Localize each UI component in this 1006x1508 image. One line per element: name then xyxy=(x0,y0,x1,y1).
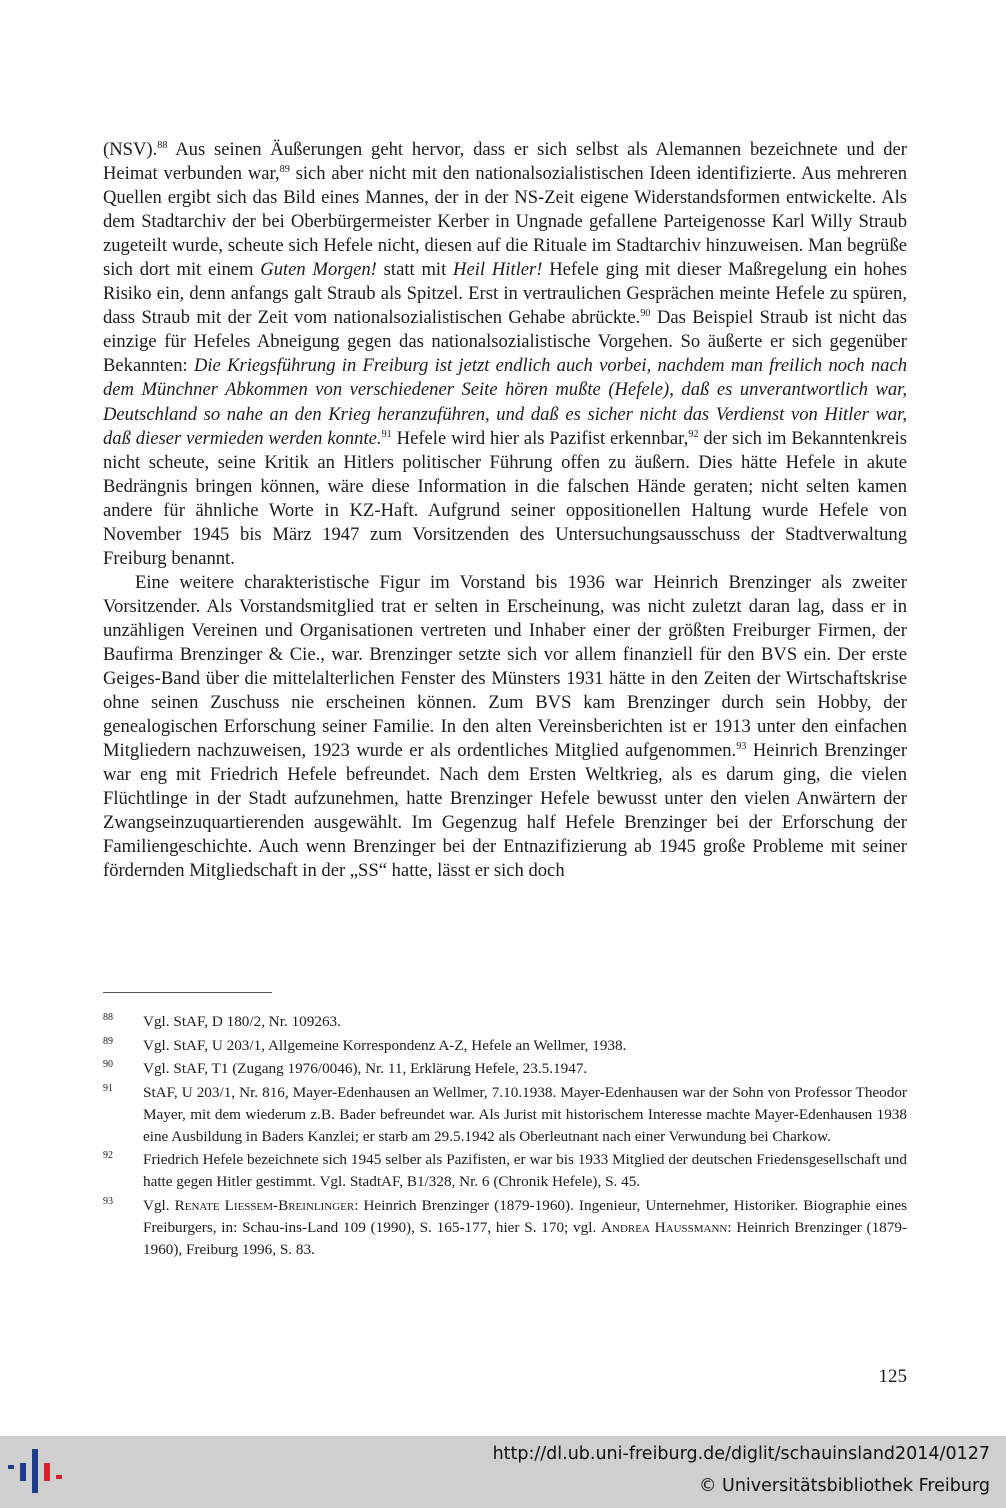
text-run: Eine weitere charakteristische Figur im Vorstand bis 1936 war Heinrich Brenzinger als zweiter Vorsitzender. Als Vorstandsmitglied trat er selten in Erscheinung, was nicht zuletzt daran lag, dass er in unzähligen Vereinen und Organisationen vertreten und Inhaber einer der größten Freiburger Firmen, der Baufirma Brenzinger & Cie., war. Brenzinger setzte sich vor allem finanziell für den BVS ein. Der erste Geiges-Band über die mittelalterlichen Fenster des Münsters 1931 hätte in den Zeiten der Wirtschaftskrise ohne seinen Zuschuss nie erscheinen können. Zum BVS kam Brenzinger durch sein Hobby, der genealogischen Erforschung seiner Familie. In den alten Vereinsberichten ist er 1913 unter den einfachen Mitgliedern nachzuweisen, 1923 wurde er als ordentliches Mitglied aufgenommen. xyxy=(103,571,907,762)
page-number: 125 xyxy=(878,1366,907,1387)
text-run: Hefele ging mit dieser Maßregelung ein hohes Risiko ein, denn anfangs galt Straub als Spitzel. Erst in vertraulichen Gesprächen meinte Hefele zu spüren, dass Straub mit der Zeit vom nationalsozialistischen Gehabe abrückte. xyxy=(103,259,907,329)
paragraph-2 xyxy=(103,571,907,884)
footnote-text xyxy=(143,1011,907,1033)
italic-text: Guten Morgen! xyxy=(260,259,377,281)
text-run: Das Beispiel Straub ist nicht das einzige für Hefeles Abneigung gegen das nationalsozialistische Vorgehen. So äußerte er sich gegenüber Bekannten: xyxy=(103,307,908,377)
footnote-89 xyxy=(103,1035,907,1057)
text-run: sich aber nicht mit den nationalsozialistischen Ideen identifizierte. Aus mehreren Quellen ergibt sich das Bild eines Mannes, der in der NS-Zeit eigene Widerstandsformen entwickelte. Als dem Stadtarchiv der bei Oberbürgermeister Kerber in Ungnade gefallene Parteigenosse Karl Willy Straub zugeteilt wurde, scheute sich Hefele nicht, diesen auf die Rituale im Stadtarchiv hinzuweisen. Man begrüße sich dort mit einem xyxy=(103,163,908,281)
footnote-text xyxy=(143,1035,907,1057)
footnote-number: 91 xyxy=(103,1082,113,1094)
footnote-ref: 92 xyxy=(688,428,699,440)
text-run: Vgl. StAF, U 203/1, Allgemeine Korrespondenz A-Z, Hefele an Wellmer, 1938. xyxy=(143,1036,627,1054)
author-name: Renate Liessem-Breinlinger xyxy=(174,1196,355,1214)
permalink-url[interactable]: http://dl.ub.uni-freiburg.de/diglit/schauinsland2014/0127 xyxy=(492,1444,990,1464)
footnote-ref: 88 xyxy=(157,139,168,151)
text-run: (NSV). xyxy=(103,139,158,160)
copyright-text: © Universitätsbibliothek Freiburg xyxy=(698,1476,990,1496)
text-run: Vgl. xyxy=(143,1196,175,1214)
footnote-ref: 91 xyxy=(381,428,392,440)
footnote-separator xyxy=(103,992,272,993)
text-run: statt mit xyxy=(376,259,454,281)
footnote-text xyxy=(143,1195,907,1261)
text-run: : Heinrich Brenzinger (1879-1960). Ingenieur, Unternehmer, Historiker. Biographie eines Freiburgers, in: Schau-ins-Land 109 (1990), S. 165-177, hier S. 170; vgl. xyxy=(143,1196,907,1236)
text-run: Vgl. StAF, D 180/2, Nr. 109263. xyxy=(143,1013,341,1030)
footnote-88 xyxy=(103,1011,907,1033)
footnote-93 xyxy=(103,1195,907,1261)
paragraph-1 xyxy=(103,138,907,571)
footnote-text xyxy=(143,1149,907,1193)
footnotes xyxy=(103,1011,907,1262)
footnote-number: 90 xyxy=(103,1059,113,1070)
text-run: Aus seinen Äußerungen geht hervor, dass er sich selbst als Alemannen bezeichnete und der Heimat verbunden war, xyxy=(103,139,907,185)
author-name: Andrea Haussmann xyxy=(601,1218,728,1236)
footnote-text xyxy=(143,1058,907,1080)
footnote-92 xyxy=(103,1149,907,1193)
logo-bar-3 xyxy=(44,1463,50,1481)
footnote-ref: 89 xyxy=(279,163,290,175)
body-text xyxy=(103,138,907,883)
footnote-ref: 93 xyxy=(736,740,747,752)
logo-bar-right xyxy=(56,1475,62,1479)
logo-bar-2 xyxy=(32,1449,38,1493)
text-run: Hefele wird hier als Pazifist erkennbar, xyxy=(391,427,689,449)
text-run: Friedrich Hefele bezeichnete sich 1945 selber als Pazifisten, er war bis 1933 Mitglied der deutschen Friedensgesellschaft und hatte gegen Hitler gestimmt. Vgl. StadtAF, B1/328, Nr. 6 (Chronik Hefele), S. 45. xyxy=(143,1151,907,1190)
footnote-number: 88 xyxy=(103,1012,113,1023)
library-footer-bar xyxy=(0,1436,1006,1508)
footnote-number: 93 xyxy=(103,1195,113,1207)
logo-bar-1 xyxy=(20,1463,26,1481)
text-run: StAF, U 203/1, Nr. 816, Mayer-Edenhausen an Wellmer, 7.10.1938. Mayer-Edenhausen war der Sohn von Professor Theodor Mayer, mit dem wiederum z.B. Bader befreundet war. Als Jurist mit historischem Interesse machte Mayer-Edenhausen 1938 eine Ausbildung in Baders Kanzlei; er starb am 29.5.1942 als Oberleutnant nach einer Verwundung bei Charkow. xyxy=(143,1083,907,1145)
ub-freiburg-logo-icon[interactable] xyxy=(6,1445,66,1499)
text-run: : Heinrich Brenzinger (1879-1960), Freiburg 1996, S. 83. xyxy=(143,1218,908,1258)
footnote-90 xyxy=(103,1058,907,1080)
italic-text: Heil Hitler! xyxy=(453,259,543,281)
italic-text: Die Kriegsführung in Freiburg ist jetzt endlich auch vorbei, nachdem man freilich noch nach dem Münchner Abkommen von verschiedener Seite hören mußte (Hefele), daß es unverantwortlich war, Deutschland so nahe an den Krieg heranzuführen, und daß es sicher nicht das Verdienst von Hitler war, daß dieser vermieden werden konnte. xyxy=(103,355,907,449)
footnote-91 xyxy=(103,1082,907,1148)
text-run: Vgl. StAF, T1 (Zugang 1976/0046), Nr. 11, Erklärung Hefele, 23.5.1947. xyxy=(143,1060,588,1077)
footnote-number: 92 xyxy=(103,1150,113,1161)
footnote-ref: 90 xyxy=(640,308,651,320)
text-run: der sich im Bekanntenkreis nicht scheute, seine Kritik an Hitlers politischer Führung offen zu äußern. Dies hätte Hefele in akute Bedrängnis bringen können, wäre diese Information in die falschen Hände geraten; nicht selten kamen andere für ähnliche Worte in KZ-Haft. Aufgrund seiner oppositionellen Haltung wurde Hefele von November 1945 bis März 1947 zum Vorsitzenden des Untersuchungsausschuss der Stadtverwaltung Freiburg benannt. xyxy=(103,427,907,569)
footnote-text xyxy=(143,1082,907,1148)
footnote-number: 89 xyxy=(103,1035,113,1047)
text-run: Heinrich Brenzinger war eng mit Friedrich Hefele befreundet. Nach dem Ersten Weltkrieg, als es darum ging, die vielen Flüchtlinge in der Stadt aufzunehmen, hatte Brenzinger Hefele bewusst unter den vielen Anwärtern der Zwangseinzuquartierenden ausgewählt. Im Gegenzug half Hefele Brenzinger bei der Erforschung der Familiengeschichte. Auch wenn Brenzinger bei der Entnazifizierung ab 1945 große Probleme mit seiner fördernden Mitgliedschaft in der „SS“ hatte, lässt er sich doch xyxy=(103,740,908,882)
logo-bar-left xyxy=(8,1465,14,1469)
